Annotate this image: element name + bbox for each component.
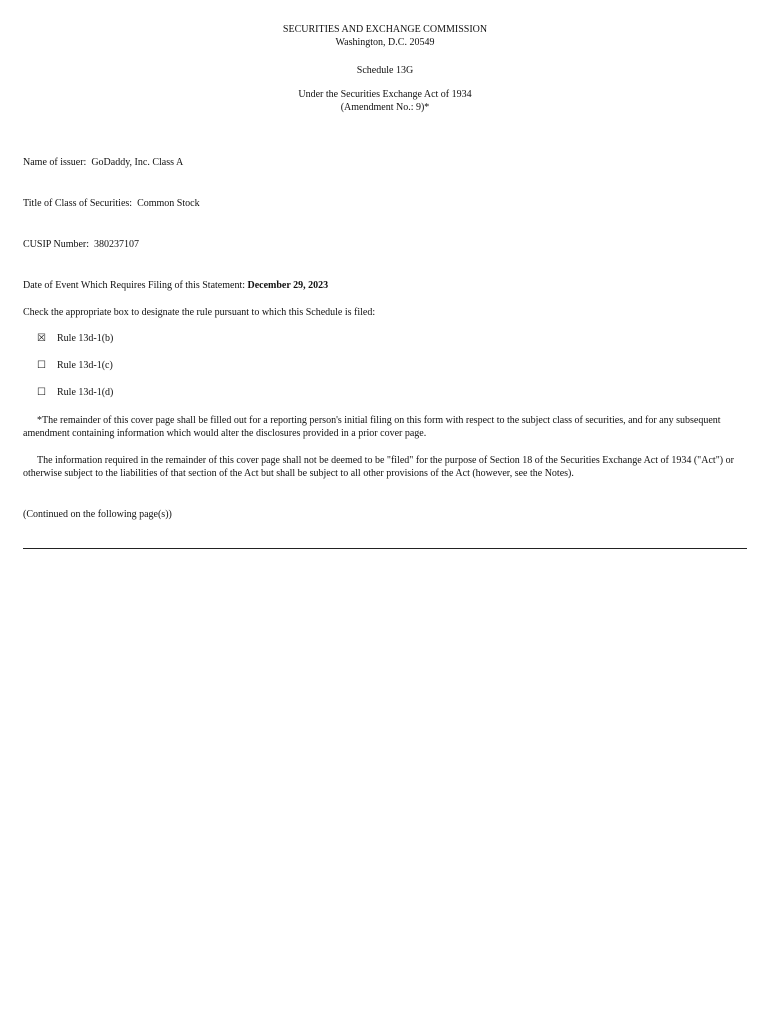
- amendment-number: (Amendment No.: 9)*: [340, 102, 430, 113]
- unchecked-box-icon: ☐: [37, 387, 46, 398]
- rule-option-d: [37, 386, 113, 399]
- issuer-label: Name of issuer:: [23, 157, 87, 168]
- continued-note: (Continued on the following page(s)): [23, 509, 172, 520]
- rule-option-c: [37, 359, 113, 372]
- schedule-title: Schedule 13G: [356, 65, 414, 76]
- checked-box-icon: ☒: [37, 333, 46, 344]
- event-date-label: Date of Event Which Requires Filing of this Statement:: [23, 280, 245, 291]
- checkbox-prompt: Check the appropriate box to designate the rule pursuant to which this Schedule is filed:: [23, 307, 376, 318]
- issuer-value: GoDaddy, Inc. Class A: [91, 157, 184, 168]
- class-label: Title of Class of Securities:: [23, 198, 133, 209]
- cusip-label: CUSIP Number:: [23, 239, 90, 250]
- act-title: Under the Securities Exchange Act of 1934: [298, 89, 472, 100]
- event-date-value: December 29, 2023: [247, 280, 329, 291]
- class-value: Common Stock: [137, 198, 200, 209]
- rule-label-c: Rule 13d-1(c): [57, 360, 113, 371]
- agency-location: Washington, D.C. 20549: [335, 37, 435, 48]
- horizontal-divider: [23, 548, 747, 549]
- rule-label-d: Rule 13d-1(d): [57, 387, 114, 398]
- cusip-value: 380237107: [94, 239, 140, 250]
- class-field: [23, 197, 200, 210]
- event-date-field: [23, 279, 328, 292]
- information-note: The information required in the remainder of this cover page shall not be deemed to be "filed" for the purpose of Section 18 of the Securities Exchange Act of 1934 ("Act") or otherwise subject to the liabilities of that section of the Act but shall be subject to all other provisions of the Act (however, see the Notes).: [23, 455, 734, 479]
- issuer-field: [23, 156, 183, 169]
- unchecked-box-icon: ☐: [37, 360, 46, 371]
- remainder-note: *The remainder of this cover page shall be filled out for a reporting person's initial filing on this form with respect to the subject class of securities, and for any subsequent amendment containing information which would alter the disclosures provided in a prior cover page.: [23, 415, 721, 439]
- agency-title: SECURITIES AND EXCHANGE COMMISSION: [282, 24, 488, 35]
- rule-option-b: [37, 332, 113, 345]
- cusip-field: [23, 238, 139, 251]
- rule-label-b: Rule 13d-1(b): [57, 333, 114, 344]
